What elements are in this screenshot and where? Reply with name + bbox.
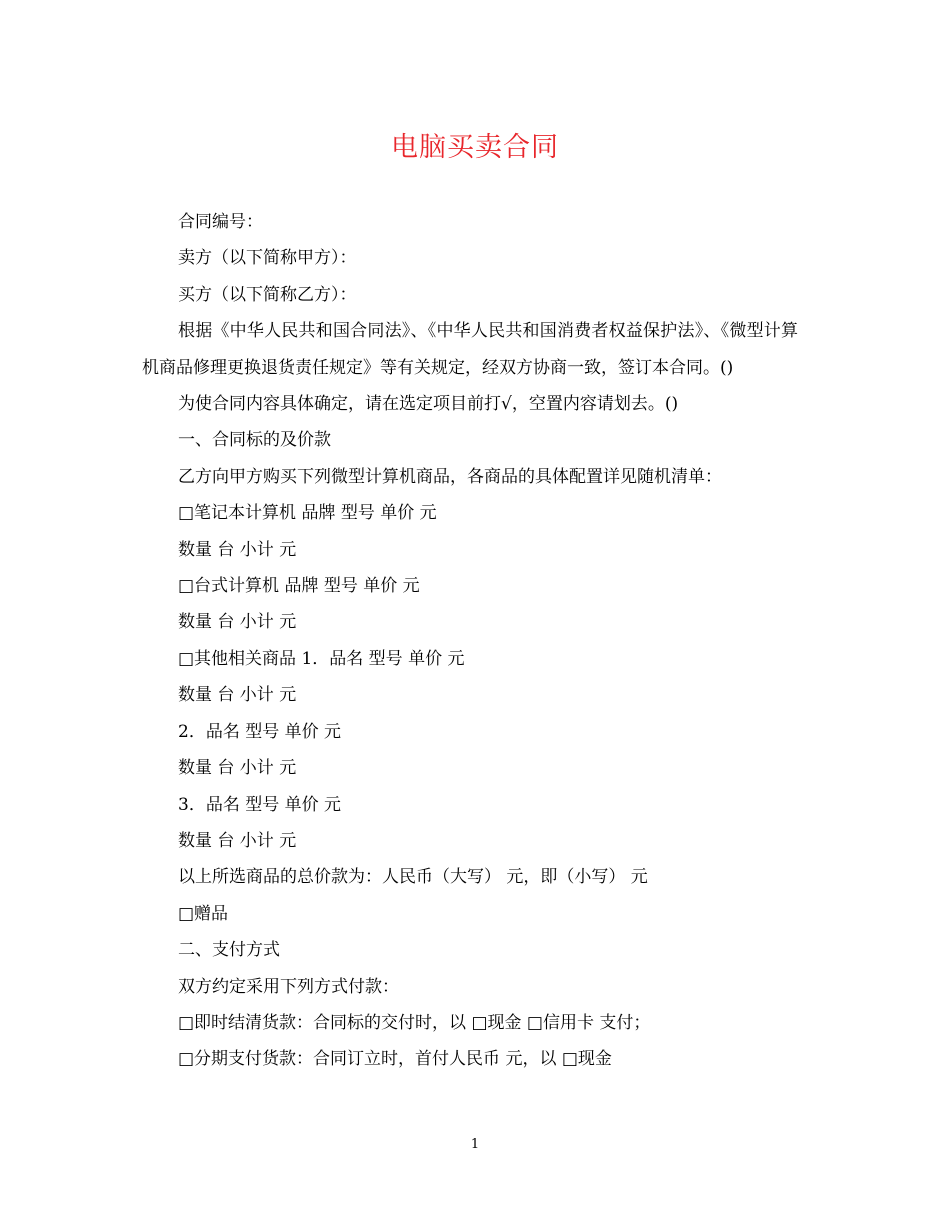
paragraph-payment-intro: 双方约定采用下列方式付款： [178, 976, 399, 997]
item-other-2: 2．品名 型号 单价 元 [178, 721, 342, 742]
item-desktop-quantity: 数量 台 小计 元 [178, 612, 297, 633]
item-desktop: □台式计算机 品牌 型号 单价 元 [178, 576, 420, 597]
paragraph-buyer: 买方（以下简称乙方）： [178, 284, 357, 305]
item-other-2-quantity: 数量 台 小计 元 [178, 758, 297, 779]
item-other-3-quantity: 数量 台 小计 元 [178, 830, 297, 851]
paragraph-legal-basis: 根据《中华人民共和国合同法》、《中华人民共和国消费者权益保护法》、《微型计算机商品修理更换退货责任规定》等有关规定，经双方协商一致，签订本合同。() [142, 321, 798, 378]
option-installment-payment: □分期支付货款：合同订立时，首付人民币 元，以 □现金 [178, 1049, 612, 1070]
item-laptop: □笔记本计算机 品牌 型号 单价 元 [178, 503, 437, 524]
section-heading-subject-price: 一、合同标的及价款 [178, 430, 331, 451]
item-other-1-quantity: 数量 台 小计 元 [178, 685, 297, 706]
paragraph-purchase-intro: 乙方向甲方购买下列微型计算机商品，各商品的具体配置详见随机清单： [178, 466, 722, 487]
item-other-1: □其他相关商品 1．品名 型号 单价 元 [178, 648, 465, 669]
document-body [142, 204, 798, 1078]
item-gift: □赠品 [178, 903, 229, 924]
section-heading-payment: 二、支付方式 [178, 940, 280, 961]
option-immediate-payment: □即时结清货款：合同标的交付时，以 □现金 □信用卡 支付； [178, 1012, 651, 1033]
item-other-3: 3．品名 型号 单价 元 [178, 794, 342, 815]
page-number: 1 [470, 1137, 480, 1152]
paragraph-seller: 卖方（以下简称甲方）： [178, 248, 357, 269]
document-title: 电脑买卖合同 [391, 132, 559, 163]
paragraph-instructions: 为使合同内容具体确定，请在选定项目前打√，空置内容请划去。() [178, 394, 679, 415]
paragraph-contract-number: 合同编号： [178, 212, 263, 232]
paragraph-total-price: 以上所选商品的总价款为：人民币（大写） 元，即（小写） 元 [178, 867, 648, 888]
item-laptop-quantity: 数量 台 小计 元 [178, 539, 297, 560]
